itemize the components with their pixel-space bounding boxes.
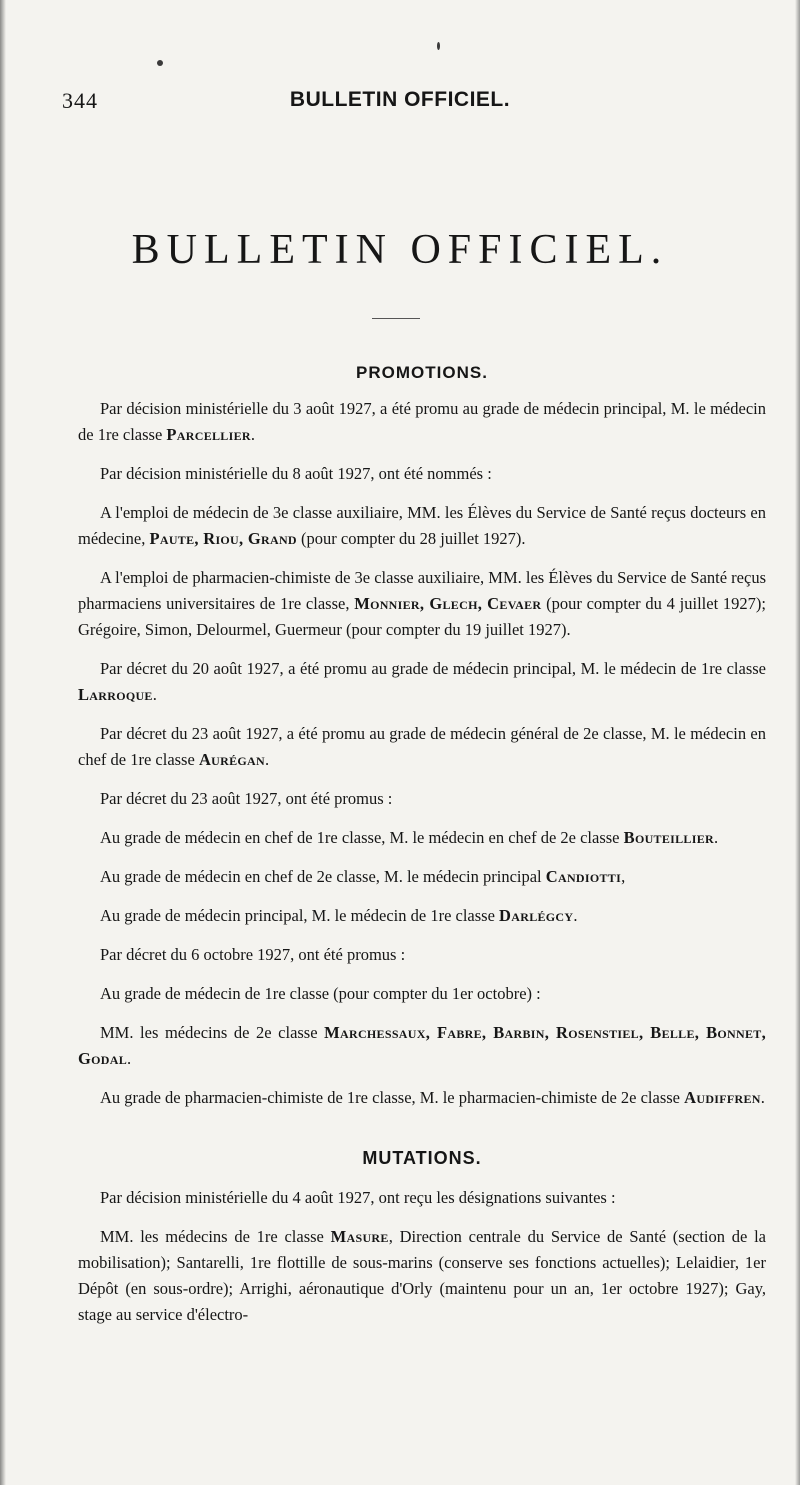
paragraph-text-end: (pour compter du 28 juillet 1927). — [296, 529, 526, 548]
paragraph-text: Par décret du 20 août 1927, a été promu au grade de médecin principal, M. le médecin de 1re classe — [100, 659, 766, 678]
personnel-names: Larroque — [78, 685, 153, 704]
paragraph — [78, 721, 766, 773]
paragraph-text: Par décision ministérielle du 8 août 1927, ont été nommés : — [100, 464, 492, 483]
personnel-names: Monnier, Glech, Cevaer — [354, 594, 542, 613]
paragraph-text: Au grade de médecin en chef de 1re classe, M. le médecin en chef de 2e classe — [100, 828, 624, 847]
paragraph-text: Au grade de médecin en chef de 2e classe, M. le médecin principal — [100, 867, 546, 886]
title-divider — [372, 318, 420, 319]
personnel-names: Paute, Riou, Grand — [149, 529, 297, 548]
paragraph-text-end: . — [573, 906, 578, 925]
paragraph-text-end: , — [621, 867, 626, 886]
paragraph — [78, 1020, 766, 1072]
personnel-names: Candiotti — [545, 867, 622, 886]
paragraph-text: Par décret du 23 août 1927, a été promu au grade de médecin général de 2e classe, M. le médecin en chef de 1re classe — [78, 724, 766, 769]
personnel-names: Bouteillier — [623, 828, 714, 847]
paragraph-text-end: . — [713, 828, 719, 847]
paragraph — [78, 500, 766, 552]
personnel-names: Darlégcy — [499, 906, 574, 925]
paragraph-text: MM. les médecins de 2e classe — [100, 1023, 325, 1042]
paragraph-text: Au grade de médecin de 1re classe (pour compter du 1er octobre) : — [100, 984, 541, 1003]
paragraph-text: MM. les médecins de 1re classe — [100, 1227, 331, 1246]
running-header — [62, 88, 738, 118]
paragraph-text: Par décret du 6 octobre 1927, ont été promus : — [100, 945, 406, 964]
promotions-section — [78, 396, 766, 1111]
promotions-heading: PROMOTIONS. — [356, 363, 488, 382]
paragraph-text-end: (pour compter du 4 juillet 1927); Grégoire, Simon, Delourmel, Guermeur (pour compter du 19 juillet 1927). — [78, 594, 766, 639]
paragraph-text: Par décision ministérielle du 4 août 1927, ont reçu les désignations suivantes : — [100, 1188, 616, 1207]
mutations-section — [78, 1185, 766, 1328]
page-edge-shadow-left — [0, 0, 6, 1485]
personnel-names: Parcellier — [166, 425, 251, 444]
paragraph — [78, 786, 766, 812]
paragraph — [78, 1224, 766, 1328]
personnel-names: Aurégan — [198, 750, 265, 769]
paragraph — [78, 396, 766, 448]
paragraph-text-end: , Direction centrale du Service de Santé (section de la mobilisation); Santarelli, 1re flottille de sous-marins (conserve ses fonctions actuelles); Lelaidier, 1er Dépôt (en sous-ordre); Arrighi, aéronautique d'Orly (maintenu pour un an, 1er octobre 1927); Gay, stage au service d'électro- — [78, 1227, 766, 1324]
page-number: 344 — [62, 88, 98, 113]
main-title: BULLETIN OFFICIEL. — [131, 227, 669, 273]
paragraph — [78, 1185, 766, 1211]
paragraph-text: A l'emploi de pharmacien-chimiste de 3e classe auxiliaire, MM. les Élèves du Service de Santé reçus pharmaciens universitaires de 1re classe, — [78, 568, 766, 613]
ink-speck — [157, 60, 163, 66]
paragraph-text: Au grade de médecin principal, M. le médecin de 1re classe — [100, 906, 500, 925]
paragraph — [78, 565, 766, 643]
paragraph-text: Au grade de pharmacien-chimiste de 1re classe, M. le pharmacien-chimiste de 2e classe — [100, 1088, 685, 1107]
paragraph — [78, 461, 766, 487]
paragraph — [78, 656, 766, 708]
document-body — [78, 360, 766, 1341]
paragraph-text: Par décret du 23 août 1927, ont été promus : — [100, 789, 393, 808]
paragraph-text-end: . — [127, 1049, 132, 1068]
paragraph-text-end: . — [250, 425, 255, 444]
paragraph-text-end: . — [152, 685, 157, 704]
personnel-names: Audiffren — [684, 1088, 761, 1107]
page-edge-shadow-right — [795, 0, 800, 1485]
paragraph — [78, 1085, 766, 1111]
paragraph — [78, 942, 766, 968]
paragraph — [78, 864, 766, 890]
paragraph — [78, 981, 766, 1007]
paragraph-text-end: . — [760, 1088, 765, 1107]
personnel-names: Masure — [330, 1227, 389, 1246]
paragraph — [78, 903, 766, 929]
paragraph — [78, 825, 766, 851]
ink-speck — [437, 42, 440, 50]
paragraph-text-end: . — [264, 750, 270, 769]
paragraph-text: Par décision ministérielle du 3 août 1927, a été promu au grade de médecin principal, M. le médecin de 1re classe — [78, 399, 766, 444]
personnel-names: Marchessaux, Fabre, Barbin, Rosenstiel, Belle, Bonnet, Godal — [78, 1023, 766, 1068]
mutations-heading: MUTATIONS. — [362, 1148, 482, 1168]
running-title: BULLETIN OFFICIEL. — [289, 88, 511, 111]
paragraph-text: A l'emploi de médecin de 3e classe auxiliaire, MM. les Élèves du Service de Santé reçus docteurs en médecine, — [78, 503, 766, 548]
